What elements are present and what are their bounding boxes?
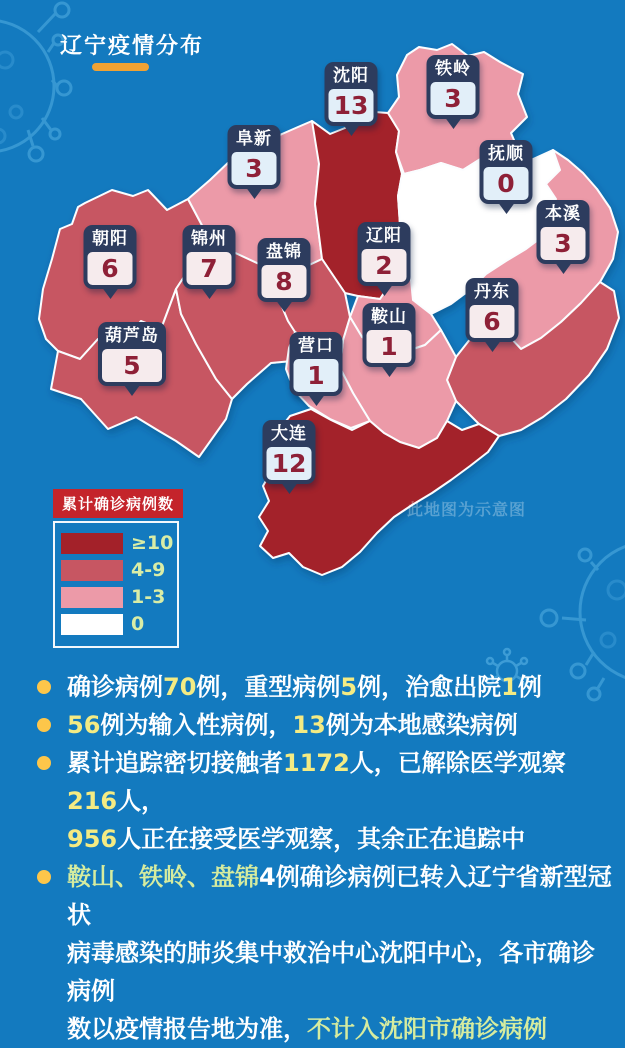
note-item: [36, 668, 614, 706]
bullet-icon: [37, 756, 51, 770]
legend-title: 累计确诊病例数: [53, 489, 183, 518]
notes-list: [36, 668, 614, 1048]
map-marker-chaoyang: [84, 225, 137, 289]
marker-city-label: 抚顺: [488, 144, 524, 164]
marker-case-count: 6: [470, 305, 515, 338]
map-marker-fushun: [480, 140, 533, 204]
bullet-icon: [37, 870, 51, 884]
note-item: [36, 858, 614, 1048]
marker-case-count: 5: [102, 349, 162, 382]
marker-city-label: 丹东: [474, 282, 510, 302]
legend-item: [61, 586, 171, 608]
legend-label: 0: [131, 613, 145, 635]
marker-city-label: 朝阳: [92, 229, 128, 249]
note-item: [36, 706, 614, 744]
marker-case-count: 2: [362, 249, 407, 282]
note-line: 956人正在接受医学观察，其余正在追踪中: [67, 825, 526, 853]
map-marker-tieling: [427, 55, 480, 119]
legend-item: [61, 613, 171, 635]
marker-case-count: 3: [232, 152, 277, 185]
map-marker-liaoyang: [358, 222, 411, 286]
legend-swatch: [61, 560, 123, 581]
marker-case-count: 3: [541, 227, 586, 260]
marker-city-label: 沈阳: [333, 66, 369, 86]
note-line: 累计追踪密切接触者1172人，已解除医学观察216人，: [67, 749, 566, 815]
marker-case-count: 8: [262, 265, 307, 298]
marker-case-count: 13: [329, 89, 374, 122]
legend-label: ≥10: [131, 532, 174, 554]
marker-city-label: 葫芦岛: [105, 326, 159, 346]
page-title: 辽宁疫情分布: [60, 34, 205, 59]
marker-case-count: 1: [367, 330, 412, 363]
marker-city-label: 铁岭: [435, 59, 471, 79]
legend-label: 4-9: [131, 559, 166, 581]
marker-city-label: 辽阳: [366, 226, 402, 246]
marker-city-label: 盘锦: [266, 242, 302, 262]
marker-city-label: 本溪: [545, 204, 581, 224]
note-line: 鞍山、铁岭、盘锦4例确诊病例已转入辽宁省新型冠状: [67, 863, 612, 929]
marker-case-count: 3: [431, 82, 476, 115]
map-marker-yingkou: [290, 332, 343, 396]
note-line: 数以疫情报告地为准，不计入沈阳市确诊病例: [67, 1015, 547, 1043]
legend-label: 1-3: [131, 586, 166, 608]
note-item: [36, 744, 614, 858]
map-marker-panjin: [258, 238, 311, 302]
marker-case-count: 7: [187, 252, 232, 285]
marker-case-count: 6: [88, 252, 133, 285]
map-marker-jinzhou: [183, 225, 236, 289]
legend-items: [53, 521, 179, 648]
marker-city-label: 鞍山: [371, 307, 407, 327]
note-line: 56例为输入性病例，13例为本地感染病例: [67, 711, 518, 739]
legend-swatch: [61, 614, 123, 635]
map-marker-dandong: [466, 278, 519, 342]
map-disclaimer-watermark: 此地图为示意图: [407, 500, 527, 519]
bullet-icon: [37, 680, 51, 694]
map-marker-fuxin: [228, 125, 281, 189]
legend-item: [61, 532, 174, 554]
bullet-icon: [37, 718, 51, 732]
legend-swatch: [61, 533, 123, 554]
marker-city-label: 大连: [271, 424, 307, 444]
marker-case-count: 12: [267, 447, 312, 480]
marker-city-label: 阜新: [236, 129, 272, 149]
map-marker-anshan: [363, 303, 416, 367]
map-marker-dalian: [263, 420, 316, 484]
marker-case-count: 1: [294, 359, 339, 392]
map-marker-shenyang: [325, 62, 378, 126]
legend: [53, 489, 183, 648]
map-marker-benxi: [537, 200, 590, 264]
note-line: 病毒感染的肺炎集中救治中心沈阳中心，各市确诊病例: [67, 939, 595, 1005]
marker-city-label: 锦州: [191, 229, 227, 249]
legend-item: [61, 559, 171, 581]
marker-case-count: 0: [484, 167, 529, 200]
note-line: 确诊病例70例，重型病例5例，治愈出院1例: [67, 673, 542, 701]
legend-swatch: [61, 587, 123, 608]
map-marker-huludao: [98, 322, 166, 386]
marker-city-label: 营口: [298, 336, 334, 356]
